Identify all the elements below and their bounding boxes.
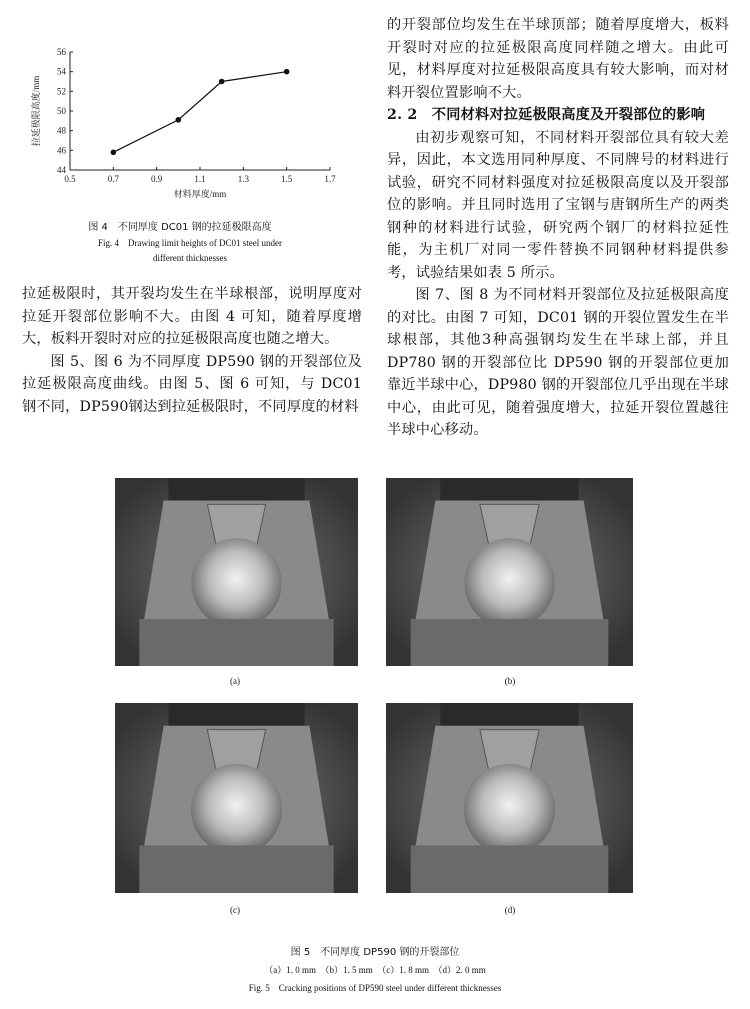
x-tick-label: 1.3: [237, 174, 249, 184]
data-point: [284, 69, 290, 75]
figure5-caption-sub: （a）1. 0 mm （b）1. 5 mm （c）1. 8 mm （d）2. 0 mm: [264, 965, 486, 975]
section-heading: 2. 2 不同材料对拉延极限高度及开裂部位的影响: [387, 107, 706, 123]
figure4-caption-en-1: Fig. 4 Drawing limit heights of DC01 steel under: [98, 238, 282, 248]
figure4-caption-cn: 图 4 不同厚度 DC01 钢的拉延极限高度: [88, 222, 272, 233]
left-paragraph-1: 拉延极限时，其开裂均发生在半球根部，说明厚度对拉延开裂部位影响不大。由图 4 可知，随着厚度增大，板料开裂时对应的拉延极限高度也随之增大。: [22, 286, 362, 347]
y-axis-label: 拉延极限高度/mm: [31, 75, 41, 147]
right-paragraph-3: 图 7、图 8 为不同材料开裂部位及拉延极限高度的对比。由图 7 可知，DC01 钢的开裂位置发生在半球根部，其他3种高强钢均发生在半球上部，并且 DP780 钢的开裂部位比 DP590 钢的开裂部位更加靠近半球中心，DP980 钢的开裂部位几乎出现在半球中心，由此可见，随着强度增大，拉延开裂位置越往半球中心移动。: [387, 287, 729, 438]
y-tick-label: 50: [57, 106, 66, 116]
data-point: [176, 117, 182, 123]
x-tick-label: 0.7: [107, 174, 119, 184]
x-axis-label: 材料厚度/mm: [173, 189, 227, 199]
panel-photo-a: [115, 478, 358, 666]
figure4-caption-en-2: different thicknesses: [152, 253, 228, 263]
right-paragraph-1: 的开裂部位均发生在半球顶部；随着厚度增大，板料开裂时对应的拉延极限高度同样随之增大。由此可见，材料厚度对拉延极限高度具有较大影响，而对材料开裂位置影响不大。: [387, 17, 729, 101]
panel-label-a: (a): [230, 676, 240, 686]
right-paragraph-2: 由初步观察可知，不同材料开裂部位具有较大差异，因此，本文选用同种厚度、不同牌号的材料进行试验，研究不同材料强度对拉延极限高度以及开裂部位的影响。并且同时选用了宝钢与唐钢所生产的两类钢种的材料进行试验，研究两个钢厂的材料拉延性能，为主机厂对同一零件替换不同钢种材料提供参考，试验结果如表 5 所示。: [387, 129, 729, 281]
photo-panel-c: [115, 703, 358, 893]
panel-photo-c: [115, 703, 358, 893]
data-point: [111, 150, 117, 156]
data-point: [219, 79, 225, 85]
left-paragraph-2: 图 5、图 6 为不同厚度 DP590 钢的开裂部位及拉延极限高度曲线。由图 5、图 6 可知，与 DC01 钢不同，DP590钢达到拉延极限时，不同厚度的材料: [22, 353, 362, 415]
x-tick-label: 1.1: [194, 174, 206, 184]
photo-panel-a: [115, 478, 358, 666]
panel-photo-b: [386, 478, 633, 666]
y-tick-label: 46: [57, 145, 66, 156]
x-tick-label: 0.9: [151, 174, 163, 184]
x-tick-label: 1.7: [324, 174, 336, 184]
figure5-caption-en: Fig. 5 Cracking positions of DP590 steel under different thicknesses: [248, 983, 502, 993]
y-tick-label: 48: [57, 125, 66, 136]
panel-label-d: (d): [504, 905, 516, 915]
series-line: [113, 72, 286, 153]
panel-label-c: (c): [230, 905, 240, 915]
panel-photo-d: [386, 703, 633, 893]
photo-panel-d: [386, 703, 633, 893]
panel-label-b: (b): [504, 676, 516, 686]
figure4-chart: [28, 38, 348, 218]
right-column: [387, 14, 729, 442]
photo-panel-b: [386, 478, 633, 666]
y-tick-label: 54: [57, 66, 66, 77]
x-tick-label: 0.5: [64, 174, 76, 184]
x-tick-label: 1.5: [281, 174, 293, 184]
figure5-caption-cn: 图 5 不同厚度 DP590 钢的开裂部位: [290, 947, 460, 958]
left-column: [22, 283, 362, 418]
y-tick-label: 52: [57, 86, 66, 97]
y-tick-label: 44: [57, 165, 66, 175]
y-tick-label: 56: [57, 47, 66, 57]
